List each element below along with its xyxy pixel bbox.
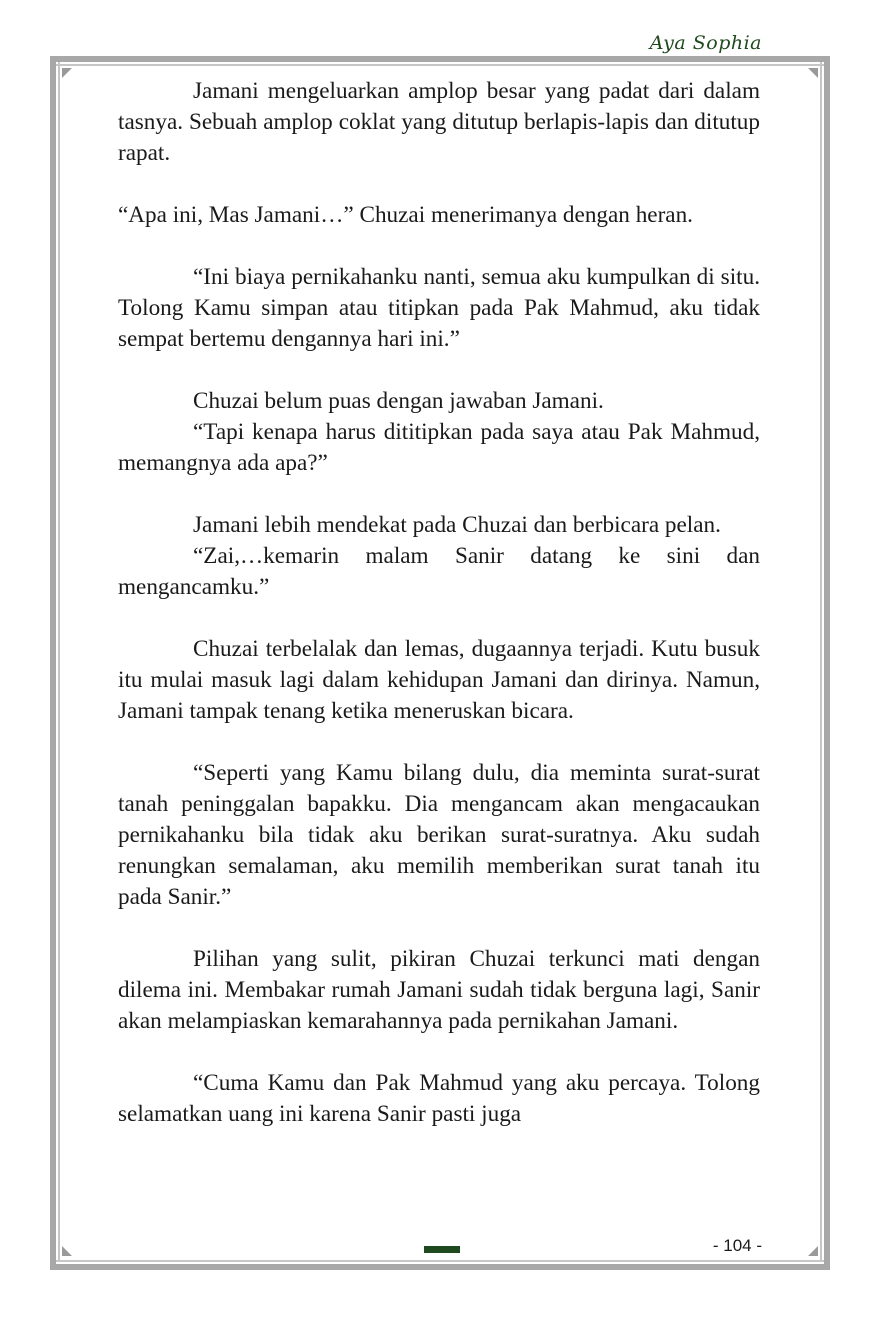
page-body bbox=[118, 76, 760, 1130]
page-border-inner-right bbox=[820, 62, 822, 1262]
footer-ornament-bar bbox=[424, 1246, 460, 1253]
page-number: - 104 - bbox=[712, 1236, 762, 1255]
paragraph: Pilihan yang sulit, pikiran Chuzai terkunci mati dengan dilema ini. Membakar rumah Jamani sudah tidak berguna lagi, Sanir akan melampiaskan kemarahannya pada pernikahan Jamani. bbox=[118, 946, 760, 1034]
paragraph: “Ini biaya pernikahanku nanti, semua aku kumpulkan di situ. Tolong Kamu simpan atau titipkan pada Pak Mahmud, aku tidak sempat bertemu dengannya hari ini.” bbox=[118, 264, 760, 352]
paragraph: “Tapi kenapa harus dititipkan pada saya atau Pak Mahmud, memangnya ada apa?” bbox=[118, 419, 760, 476]
page-border-inner-top bbox=[56, 64, 824, 66]
corner-ornament-top-left bbox=[62, 68, 72, 78]
paragraph: Jamani mengeluarkan amplop besar yang padat dari dalam tasnya. Sebuah amplop coklat yang ditutup berlapis-lapis dan ditutup rapat. bbox=[118, 78, 760, 166]
page-border-top bbox=[50, 56, 830, 62]
paragraph: “Apa ini, Mas Jamani…” Chuzai menerimanya dengan heran. bbox=[118, 202, 693, 228]
paragraph: Chuzai terbelalak dan lemas, dugaannya terjadi. Kutu busuk itu mulai masuk lagi dalam kehidupan Jamani dan dirinya. Namun, Jamani tampak tenang ketika meneruskan bicara. bbox=[118, 636, 760, 724]
running-header-author: Aya Sophia bbox=[649, 32, 762, 54]
page-border-right bbox=[824, 56, 830, 1270]
paragraph: Chuzai belum puas dengan jawaban Jamani. bbox=[193, 388, 604, 414]
paragraph: Jamani lebih mendekat pada Chuzai dan berbicara pelan. bbox=[193, 512, 721, 538]
corner-ornament-top-right bbox=[808, 68, 818, 78]
corner-ornament-bottom-left bbox=[62, 1246, 72, 1256]
page-border-inner-left bbox=[58, 62, 60, 1262]
page-border-bottom bbox=[50, 1264, 830, 1270]
paragraph: “Cuma Kamu dan Pak Mahmud yang aku percaya. Tolong selamatkan uang ini karena Sanir pasti juga bbox=[118, 1070, 760, 1127]
corner-ornament-bottom-right bbox=[808, 1246, 818, 1256]
page-border-left bbox=[50, 56, 56, 1270]
paragraph: “Zai,…kemarin malam Sanir datang ke sini dan mengancamku.” bbox=[118, 543, 760, 600]
page-border-inner-bottom bbox=[56, 1260, 824, 1262]
paragraph: “Seperti yang Kamu bilang dulu, dia meminta surat-surat tanah peninggalan bapakku. Dia mengancam akan mengacaukan pernikahanku bila tidak aku berikan surat-suratnya. Aku sudah renungkan semalaman, aku memilih memberikan surat tanah itu pada Sanir.” bbox=[118, 760, 760, 910]
